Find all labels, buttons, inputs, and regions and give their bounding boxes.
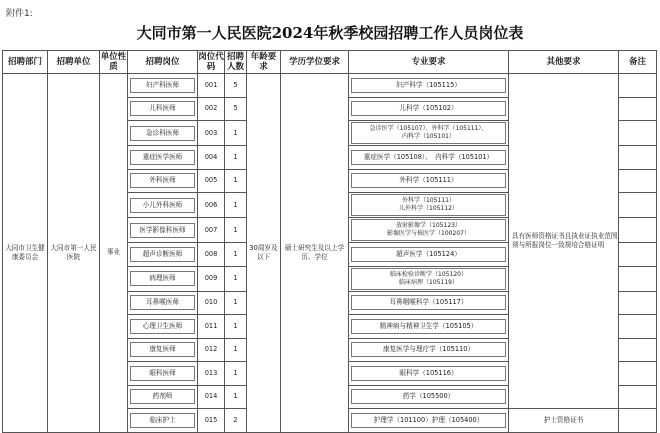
major-box bbox=[351, 413, 506, 428]
major-cell bbox=[349, 146, 509, 170]
major-line: 耳鼻咽喉科学（105117） bbox=[389, 298, 468, 307]
column-header: 招聘单位 bbox=[48, 51, 100, 74]
code-cell: 014 bbox=[198, 385, 225, 409]
major-line: 妇产科学（105115） bbox=[396, 80, 461, 89]
code-cell: 015 bbox=[198, 409, 225, 433]
major-box bbox=[351, 173, 506, 188]
major-cell bbox=[349, 97, 509, 121]
major-box bbox=[351, 219, 506, 241]
code-cell: 005 bbox=[198, 169, 225, 193]
major-box bbox=[351, 247, 506, 262]
remark-cell bbox=[619, 121, 657, 146]
column-header: 年龄要求 bbox=[247, 51, 281, 74]
major-box bbox=[351, 78, 506, 93]
major-line: 药学（105500） bbox=[402, 392, 455, 401]
major-line: 影像医学与核医学（100207） bbox=[387, 230, 470, 237]
count-cell: 5 bbox=[225, 97, 247, 121]
other-req-cell: 具有医师资格证书且执业证执业范围须与所报岗位一致规培合格证明 bbox=[509, 74, 619, 409]
major-line: 临床病理（105119） bbox=[399, 278, 458, 286]
major-line: 精神病与精神卫生学（105105） bbox=[379, 321, 478, 330]
table-body bbox=[3, 74, 657, 433]
count-cell: 1 bbox=[225, 146, 247, 170]
remark-cell bbox=[619, 74, 657, 98]
column-header: 其他要求 bbox=[509, 51, 619, 74]
count-cell: 1 bbox=[225, 193, 247, 218]
code-cell: 007 bbox=[198, 218, 225, 243]
major-cell bbox=[349, 243, 509, 267]
post-label: 心理卫生医师 bbox=[130, 319, 195, 334]
major-line: 急诊医学（105107）、外科学（105111）、 bbox=[369, 125, 488, 132]
table-row bbox=[3, 74, 657, 98]
post-cell bbox=[128, 121, 198, 146]
major-line: 内科学（105101） bbox=[402, 133, 455, 140]
major-box bbox=[351, 194, 506, 216]
major-box bbox=[351, 122, 506, 144]
remark-cell bbox=[619, 338, 657, 362]
major-box bbox=[351, 295, 506, 310]
post-label: 超声诊断医师 bbox=[130, 247, 195, 262]
post-cell bbox=[128, 243, 198, 267]
code-cell: 003 bbox=[198, 121, 225, 146]
remark-cell bbox=[619, 243, 657, 267]
post-cell bbox=[128, 218, 198, 243]
count-cell: 1 bbox=[225, 362, 247, 386]
code-cell: 006 bbox=[198, 193, 225, 218]
post-label: 妇产科医师 bbox=[130, 78, 195, 93]
post-cell bbox=[128, 169, 198, 193]
count-cell: 1 bbox=[225, 243, 247, 267]
post-cell bbox=[128, 97, 198, 121]
major-box bbox=[351, 150, 506, 165]
column-header: 岗位代码 bbox=[198, 52, 224, 72]
table-header-row bbox=[3, 51, 657, 74]
age-cell: 30周岁及以下 bbox=[247, 74, 281, 433]
column-header: 备注 bbox=[619, 51, 657, 74]
remark-cell bbox=[619, 169, 657, 193]
post-label: 康复医师 bbox=[130, 342, 195, 357]
remark-cell bbox=[619, 291, 657, 315]
code-cell: 013 bbox=[198, 362, 225, 386]
post-label: 眼科医师 bbox=[130, 366, 195, 381]
major-cell bbox=[349, 266, 509, 291]
column-header: 学历学位要求 bbox=[281, 51, 349, 74]
major-line: 护理学（101100）护理（105400） bbox=[373, 415, 484, 424]
major-line: 康复医学与理疗学（105110） bbox=[382, 345, 475, 354]
remark-cell bbox=[619, 218, 657, 243]
remark-cell bbox=[619, 146, 657, 170]
major-box bbox=[351, 319, 506, 334]
education-cell: 硕士研究生及以上学历、学位 bbox=[281, 74, 349, 433]
major-box bbox=[351, 268, 506, 290]
count-cell: 5 bbox=[225, 74, 247, 98]
column-header: 招聘人数 bbox=[225, 51, 247, 74]
count-cell: 2 bbox=[225, 409, 247, 433]
unit-cell: 大同市第一人民医院 bbox=[48, 74, 100, 433]
major-box bbox=[351, 342, 506, 357]
major-line: 外科学（105111） bbox=[399, 176, 458, 185]
code-cell: 009 bbox=[198, 266, 225, 291]
column-header: 招聘岗位 bbox=[128, 51, 198, 74]
post-label: 儿科医师 bbox=[130, 101, 195, 116]
code-cell: 001 bbox=[198, 74, 225, 98]
post-cell bbox=[128, 291, 198, 315]
post-cell bbox=[128, 409, 198, 433]
remark-cell bbox=[619, 409, 657, 433]
count-cell: 1 bbox=[225, 121, 247, 146]
post-cell bbox=[128, 385, 198, 409]
column-header: 单位性质 bbox=[100, 52, 127, 72]
remark-cell bbox=[619, 266, 657, 291]
major-line: 眼科学（105116） bbox=[399, 368, 458, 377]
count-cell: 1 bbox=[225, 169, 247, 193]
major-box bbox=[351, 366, 506, 381]
count-cell: 1 bbox=[225, 315, 247, 339]
major-line: 重症医学（105108）、 内科学（105101） bbox=[363, 152, 494, 161]
major-cell bbox=[349, 121, 509, 146]
count-cell: 1 bbox=[225, 385, 247, 409]
post-cell bbox=[128, 74, 198, 98]
post-cell bbox=[128, 193, 198, 218]
post-label: 急诊科医师 bbox=[130, 126, 195, 141]
major-cell bbox=[349, 338, 509, 362]
post-cell bbox=[128, 266, 198, 291]
post-label: 重症医学医师 bbox=[130, 150, 195, 165]
recruitment-table bbox=[2, 50, 657, 433]
code-cell: 008 bbox=[198, 243, 225, 267]
count-cell: 1 bbox=[225, 338, 247, 362]
code-cell: 002 bbox=[198, 97, 225, 121]
major-cell bbox=[349, 315, 509, 339]
post-cell bbox=[128, 362, 198, 386]
remark-cell bbox=[619, 193, 657, 218]
major-line: 临床检验诊断学（105120） bbox=[390, 270, 467, 278]
post-label: 耳鼻喉医师 bbox=[130, 295, 195, 310]
other-req-nurse-cell: 护士资格证书 bbox=[509, 409, 619, 433]
code-cell: 011 bbox=[198, 315, 225, 339]
remark-cell bbox=[619, 315, 657, 339]
remark-cell bbox=[619, 362, 657, 386]
major-cell bbox=[349, 193, 509, 218]
count-cell: 1 bbox=[225, 291, 247, 315]
major-cell bbox=[349, 291, 509, 315]
code-cell: 012 bbox=[198, 338, 225, 362]
major-box bbox=[351, 389, 506, 404]
major-cell bbox=[349, 218, 509, 243]
post-cell bbox=[128, 146, 198, 170]
major-cell bbox=[349, 169, 509, 193]
department-cell: 大同市卫生健康委员会 bbox=[3, 74, 48, 433]
major-line: 超声医学（105124） bbox=[396, 249, 461, 258]
count-cell: 1 bbox=[225, 266, 247, 291]
major-cell bbox=[349, 74, 509, 98]
major-cell bbox=[349, 385, 509, 409]
post-label: 病理医师 bbox=[130, 271, 195, 286]
attachment-label: 附件1: bbox=[6, 9, 33, 19]
nature-cell: 事业 bbox=[100, 74, 128, 433]
post-label: 药剂师 bbox=[130, 389, 195, 404]
column-header: 招聘部门 bbox=[3, 51, 48, 74]
post-label: 小儿外科医师 bbox=[130, 198, 195, 213]
post-label: 外科医师 bbox=[130, 173, 195, 188]
count-cell: 1 bbox=[225, 218, 247, 243]
post-label: 临床护士 bbox=[130, 413, 195, 428]
post-label: 医学影像科医师 bbox=[130, 223, 195, 238]
remark-cell bbox=[619, 385, 657, 409]
major-line: 放射影像学（105123） bbox=[396, 222, 461, 229]
major-line: 儿科学（105102） bbox=[399, 104, 458, 113]
major-box bbox=[351, 101, 506, 116]
page-title: 大同市第一人民医院2024年秋季校园招聘工作人员岗位表 bbox=[136, 24, 524, 42]
code-cell: 010 bbox=[198, 291, 225, 315]
major-cell bbox=[349, 362, 509, 386]
post-cell bbox=[128, 315, 198, 339]
post-cell bbox=[128, 338, 198, 362]
code-cell: 004 bbox=[198, 146, 225, 170]
major-cell bbox=[349, 409, 509, 433]
remark-cell bbox=[619, 97, 657, 121]
major-line: 外科学（105111） bbox=[402, 197, 455, 204]
column-header: 专业要求 bbox=[349, 51, 509, 74]
major-line: 儿外科学（105112） bbox=[399, 205, 458, 212]
